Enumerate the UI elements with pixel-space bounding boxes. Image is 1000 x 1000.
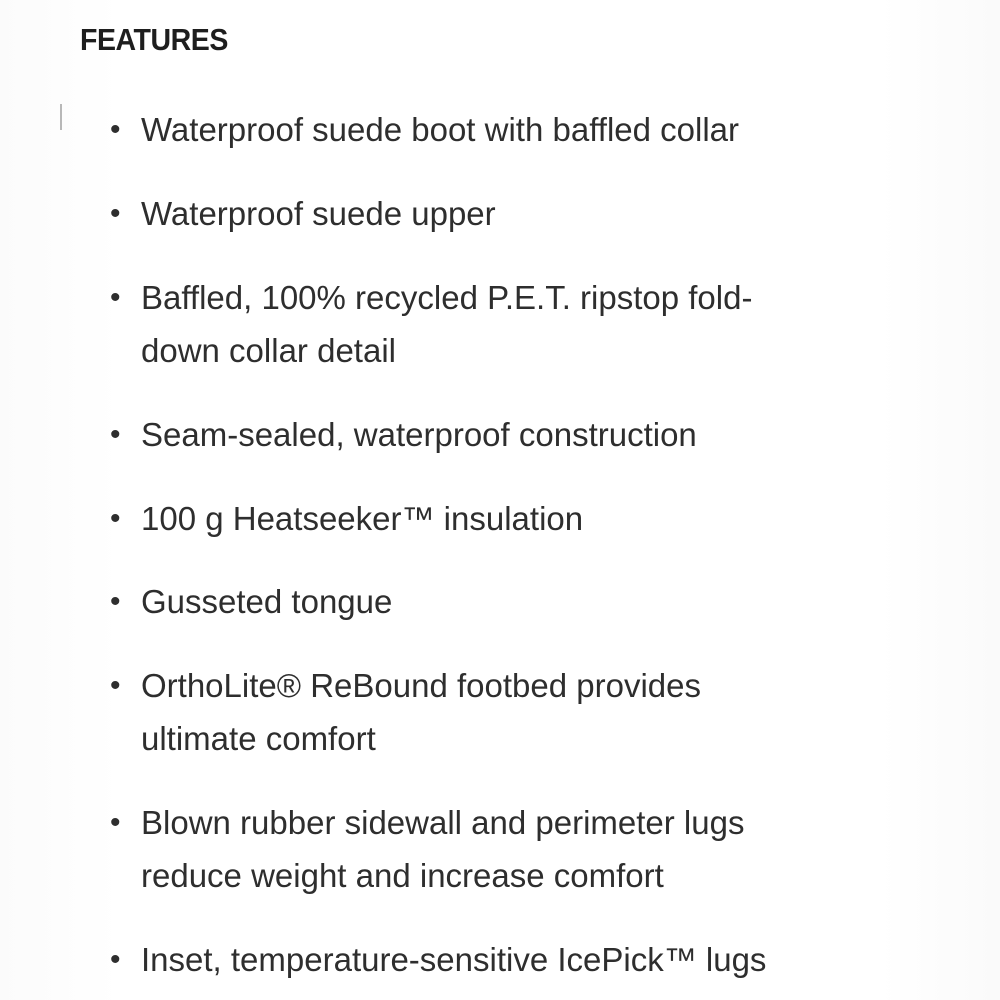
- bullet-icon: •: [110, 113, 121, 146]
- list-item: [110, 408, 850, 461]
- bullet-icon: •: [110, 585, 121, 618]
- list-item: [110, 575, 850, 628]
- section-heading: FEATURES: [80, 22, 228, 57]
- feature-text: Waterproof suede boot with baffled collar: [141, 111, 740, 148]
- feature-text: Baffled, 100% recycled P.E.T. ripstop fold- down collar detail: [141, 279, 753, 369]
- bullet-icon: •: [110, 943, 121, 976]
- feature-text: OrthoLite® ReBound footbed provides ultimate comfort: [141, 667, 702, 757]
- feature-text: 100 g Heatseeker™ insulation: [141, 500, 584, 537]
- list-item: [110, 271, 850, 377]
- bullet-icon: •: [110, 806, 121, 839]
- feature-text: Waterproof suede upper: [141, 195, 496, 232]
- bullet-icon: •: [110, 418, 121, 451]
- list-item: [110, 659, 850, 765]
- list-item: [110, 103, 850, 156]
- list-item: [110, 492, 850, 545]
- bullet-icon: •: [110, 197, 121, 230]
- feature-text: Seam-sealed, waterproof construction: [141, 416, 697, 453]
- feature-text: Blown rubber sidewall and perimeter lugs reduce weight and increase comfort: [141, 804, 745, 894]
- feature-text: Inset, temperature-sensitive IcePick™ lugs: [141, 941, 767, 978]
- list-item: [110, 796, 850, 902]
- bullet-icon: •: [110, 281, 121, 314]
- list-item: [110, 933, 850, 986]
- feature-text: Gusseted tongue: [141, 583, 393, 620]
- bullet-icon: •: [110, 502, 121, 535]
- bullet-icon: •: [110, 669, 121, 702]
- list-item: [110, 187, 850, 240]
